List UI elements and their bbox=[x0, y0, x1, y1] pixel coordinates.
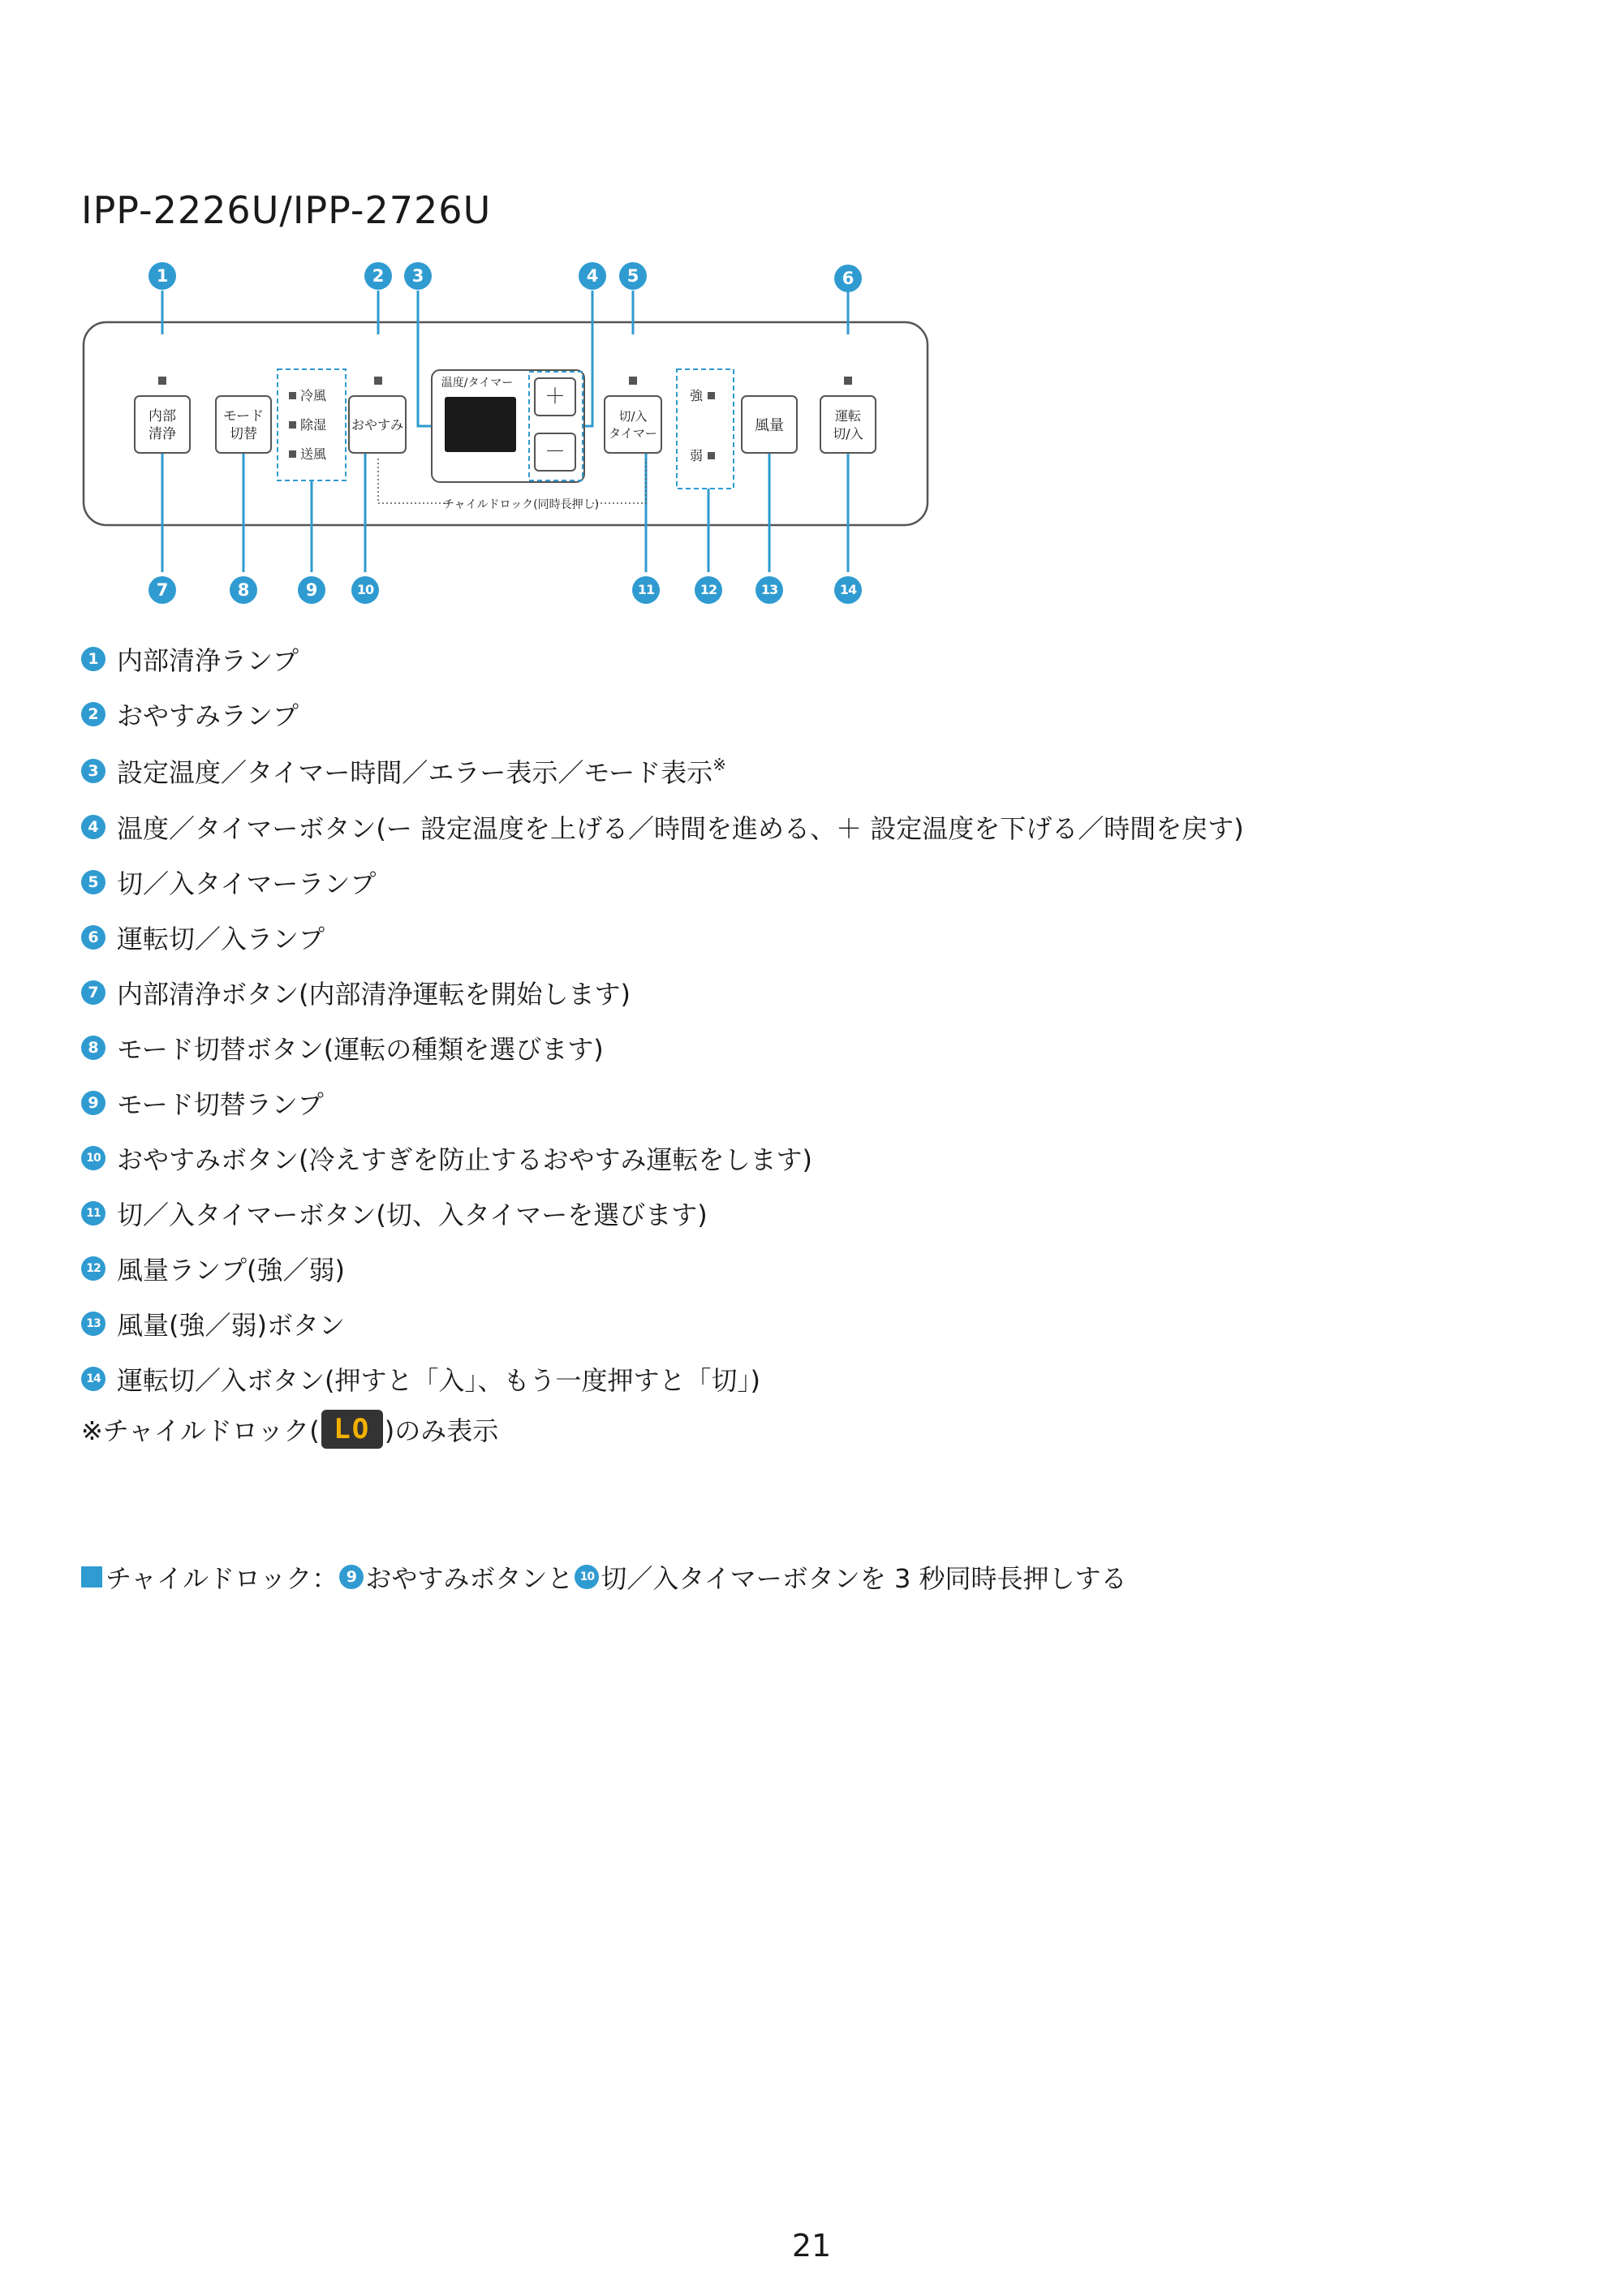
legend-num: 1 bbox=[81, 647, 105, 671]
legend-num: 4 bbox=[81, 815, 105, 839]
callout-12: 12 bbox=[695, 576, 722, 604]
mode-label-2: 切替 bbox=[230, 426, 257, 442]
fan-lamp-label-strong: 強 bbox=[689, 388, 703, 403]
legend-item bbox=[81, 1195, 708, 1231]
legend-text: 内部清浄ランプ bbox=[117, 645, 299, 676]
lo-display-badge: LO bbox=[321, 1410, 383, 1449]
legend-item bbox=[81, 641, 299, 677]
control-panel-svg bbox=[0, 0, 1623, 649]
legend-text-main: 設定温度／タイマー時間／エラー表示／モード表示 bbox=[117, 757, 713, 788]
page-number: 21 bbox=[791, 2228, 832, 2264]
legend-item bbox=[81, 696, 299, 732]
callout-2: 2 bbox=[364, 262, 392, 290]
legend-text: 風量(強／弱)ボタン bbox=[117, 1310, 345, 1341]
legend-item bbox=[81, 1251, 345, 1286]
legend-text: 温度／タイマーボタン(ー 設定温度を上げる／時間を進める、＋ 設定温度を下げる／時間を戻す) bbox=[117, 813, 1244, 844]
legend-num: 7 bbox=[81, 980, 105, 1005]
model-title: IPP-2226U/IPP-2726U bbox=[81, 188, 492, 232]
footnote-mark: ※ bbox=[712, 755, 726, 774]
callout-11: 11 bbox=[632, 576, 660, 604]
legend-num: 6 bbox=[81, 925, 105, 950]
lamp-timer bbox=[629, 377, 637, 385]
callout-4: 4 bbox=[579, 262, 606, 290]
legend-item bbox=[81, 1140, 812, 1176]
legend-item bbox=[81, 975, 631, 1010]
oyasumi-label: おやすみ bbox=[351, 417, 404, 433]
legend-text: モード切替ボタン(運転の種類を選びます) bbox=[117, 1034, 604, 1065]
minus-label: － bbox=[544, 440, 566, 464]
legend-text: 運転切／入ランプ bbox=[117, 924, 325, 954]
legend-num: 5 bbox=[81, 870, 105, 894]
callout-10: 10 bbox=[351, 576, 379, 604]
callout-5: 5 bbox=[619, 262, 647, 290]
legend-text: おやすみボタン(冷えすぎを防止するおやすみ運転をします) bbox=[117, 1144, 812, 1175]
footnote-text-before: ※チャイルドロック( bbox=[81, 1415, 320, 1446]
legend-text bbox=[117, 752, 726, 790]
callout-6: 6 bbox=[834, 265, 862, 292]
power-label-2: 切/入 bbox=[833, 426, 863, 442]
callout-3: 3 bbox=[404, 262, 432, 290]
mode-lamp-label-2: 除湿 bbox=[300, 417, 327, 433]
mode-button bbox=[216, 396, 271, 453]
legend-text: 風量ランプ(強／弱) bbox=[117, 1255, 345, 1286]
legend-num: 11 bbox=[81, 1201, 105, 1226]
footnote bbox=[81, 1410, 498, 1449]
legend-item bbox=[81, 753, 726, 789]
lamp-power bbox=[844, 377, 852, 385]
callout-9: 9 bbox=[298, 576, 325, 604]
legend-text: 切／入タイマーランプ bbox=[117, 868, 377, 899]
legend-text: おやすみランプ bbox=[117, 700, 299, 731]
power-button bbox=[820, 396, 876, 453]
childlock-note-text-1: チャイルドロック： bbox=[105, 1563, 338, 1594]
legend-num: 13 bbox=[81, 1312, 105, 1336]
fan-lamp-label-weak: 弱 bbox=[689, 448, 703, 463]
childlock-note-text-2: おやすみボタンと bbox=[365, 1563, 574, 1594]
legend-item bbox=[81, 1306, 345, 1342]
legend-item bbox=[81, 809, 1244, 845]
control-panel-diagram bbox=[0, 0, 1623, 649]
square-bullet-icon bbox=[81, 1566, 102, 1587]
mode-lamp-label-1: 冷風 bbox=[300, 388, 327, 403]
childlock-num-b: 10 bbox=[575, 1565, 599, 1589]
legend-num: 3 bbox=[81, 759, 105, 783]
legend-num: 9 bbox=[81, 1091, 105, 1115]
legend-item bbox=[81, 1030, 604, 1066]
timer-label-1: 切/入 bbox=[618, 409, 648, 424]
legend-item bbox=[81, 1361, 760, 1397]
legend-text: 切／入タイマーボタン(切、入タイマーを選びます) bbox=[117, 1200, 708, 1230]
power-label-1: 運転 bbox=[834, 408, 862, 424]
legend-text: モード切替ランプ bbox=[117, 1089, 324, 1120]
lamp-oyasumi bbox=[374, 377, 382, 385]
callout-13: 13 bbox=[756, 576, 783, 604]
childlock-note-text-3: 切／入タイマーボタンを 3 秒同時長押しする bbox=[601, 1563, 1127, 1594]
childlock-num-a: 9 bbox=[339, 1565, 364, 1589]
mode-label-1: モード bbox=[222, 408, 265, 424]
legend-text: 内部清浄ボタン(内部清浄運転を開始します) bbox=[117, 979, 631, 1010]
callout-14: 14 bbox=[834, 576, 862, 604]
callout-1: 1 bbox=[149, 262, 176, 290]
fan-label: 風量 bbox=[755, 417, 784, 434]
legend-num: 14 bbox=[81, 1367, 105, 1391]
legend-num: 10 bbox=[81, 1146, 105, 1170]
plus-label: ＋ bbox=[544, 385, 566, 409]
lamp-naibu bbox=[158, 377, 166, 385]
legend-num: 12 bbox=[81, 1256, 105, 1281]
footnote-text-after: )のみ表示 bbox=[384, 1415, 499, 1446]
display-label: 温度/タイマー bbox=[441, 377, 514, 390]
legend-item bbox=[81, 920, 325, 955]
lamp-joshitsu bbox=[289, 421, 296, 429]
display-screen bbox=[445, 397, 516, 452]
legend-text: 運転切／入ボタン(押すと「入」、もう一度押すと「切」) bbox=[117, 1365, 760, 1396]
lamp-strong bbox=[708, 392, 715, 399]
legend-item bbox=[81, 864, 376, 900]
naibu-label-1: 内部 bbox=[149, 408, 176, 424]
legend-item bbox=[81, 1085, 324, 1121]
lamp-reifu bbox=[289, 392, 296, 399]
callout-7: 7 bbox=[149, 576, 176, 604]
naibu-label-2: 清浄 bbox=[149, 426, 176, 442]
childlock-note bbox=[81, 1558, 1127, 1596]
timer-label-2: タイマー bbox=[609, 426, 657, 441]
legend-num: 8 bbox=[81, 1036, 105, 1060]
mode-lamp-label-3: 送風 bbox=[300, 446, 327, 462]
childlock-label: チャイルドロック(同時長押し) bbox=[442, 498, 600, 511]
timer-button bbox=[605, 396, 661, 453]
naibu-button bbox=[135, 396, 190, 453]
lamp-sofu bbox=[289, 450, 296, 458]
callout-8: 8 bbox=[230, 576, 257, 604]
lamp-weak bbox=[708, 452, 715, 459]
legend-num: 2 bbox=[81, 702, 105, 726]
